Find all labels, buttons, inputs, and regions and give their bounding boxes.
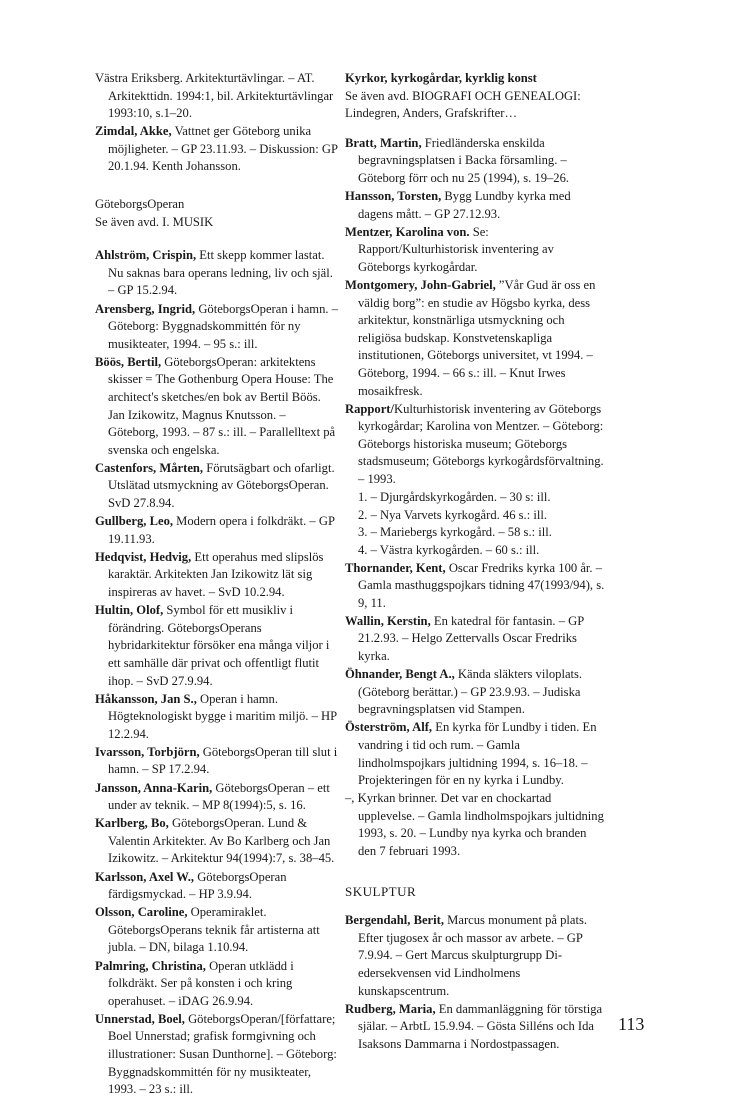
- entry-text: Modern opera i folkdräkt. – GP 19.11.93.: [108, 514, 335, 546]
- entry-author: Wallin, Kerstin,: [345, 613, 431, 628]
- entry-text: Se: Rapport/Kulturhistorisk inventering av Göteborgs kyrkogårdar.: [358, 224, 554, 274]
- entry-text: Operamiraklet. GöteborgsOperans teknik får artisterna att jubla. – DN, bilaga 1.10.94.: [108, 905, 320, 955]
- entry-author: Castenfors, Mårten,: [95, 460, 204, 475]
- entry: [345, 719, 607, 789]
- entry-author: Bratt, Martin,: [345, 135, 422, 150]
- entry-text: En dammanläggning för törstiga själar. – ArbtL 15.9.94. – Gösta Silléns och Ida Isaksons Dammarna i Nordostpassagen.: [358, 1001, 603, 1051]
- entry-text: Eriksberg. Arkitekturtävlingar. – AT. Arkitekttidn. 1994:1, bil. Arkitekturtävlingar 1993:10, s.1–20.: [108, 71, 334, 121]
- entry: [95, 513, 338, 548]
- entry: [345, 1001, 607, 1054]
- entry-author: Karlsson, Axel W.,: [95, 869, 195, 884]
- entry-author: Montgomery, John-Gabriel,: [345, 278, 496, 293]
- entry-text: GöteborgsOperan. Lund & Valentin Arkitekter. Av Bo Karlberg och Jan Izikowitz. – Arkitektur 94(1994):7, s. 38–45.: [108, 816, 335, 866]
- entry: [95, 958, 338, 1011]
- entry-text: Oscar Fredriks kyrka 100 år. – Gamla masthuggspojkars tidning 47(1993/94), s. 9, 11.: [358, 560, 605, 610]
- entry-author: –,: [345, 791, 355, 806]
- section-title: SKULPTUR: [345, 883, 417, 899]
- entry: [95, 780, 338, 815]
- section-heading: GöteborgsOperan: [95, 197, 185, 212]
- entry-text: Symbol för ett musikliv i förändring. GöteborgsOperans hybridarkitektur försöker ena många viljor i ett samhälle där privat och offentligt flutit ihop. – SvD 27.9.94.: [108, 603, 330, 688]
- entry: [95, 602, 338, 690]
- entry-author: Jansson, Anna-Karin,: [95, 780, 213, 795]
- entry-author: Böös, Bertil,: [95, 354, 162, 369]
- entry: [95, 869, 338, 904]
- page-number: 113: [618, 1014, 645, 1034]
- entry-text: ”Vår Gud är oss en väldig borg”: en studie av Högsbo kyrka, dess arkitektur, konstnärliga utsmyckning och religiösa budskap. Konstvetenskapliga institutionen, Göteborgs universitet, vt 1994. – Göteborg, 1994. – 66 s.: ill. – Knut Irwes mosaikfresk.: [358, 278, 596, 398]
- entry-author: Österström, Alf,: [345, 720, 433, 735]
- entry-text: Marcus monument på plats. Efter tjugosex år och massor av arbete. – GP 7.9.94. – Gert Marcus skulpturgrupp Di-edersekvensen vid Lindholmens kunskapscentrum.: [358, 913, 588, 998]
- entry: [95, 549, 338, 602]
- right-column: [345, 70, 607, 1054]
- entry: [95, 301, 338, 354]
- entry: [345, 135, 607, 188]
- entry-text: Ett operahus med slipslös karaktär. Arkitekten Jan Izikowitz lät sig inspireras av havet. – SvD 10.2.94.: [108, 549, 324, 600]
- entry: [345, 613, 607, 666]
- entry-author: Palmring, Christina,: [95, 958, 206, 973]
- entry: [345, 277, 607, 400]
- entry: [345, 790, 607, 860]
- entry-author: Thornander, Kent,: [345, 560, 446, 575]
- entry-text: GöteborgsOperan färdigsmyckad. – HP 3.9.94.: [108, 869, 287, 902]
- entry-author: Rapport/: [345, 401, 394, 416]
- entry-text: GöteborgsOperan: arkitektens skisser = The Gothenburg Opera House: The architect's sketches/en bok av Bertil Böös. Jan Izikowitz, Magnus Knutsson. – Göteborg, 1993. – 87 s.: ill. – Parallelltext på svenska och engelska.: [108, 354, 336, 457]
- entry-author: Gullberg, Leo,: [95, 514, 174, 529]
- entry: [95, 247, 338, 300]
- entry-text: GöteborgsOperan/[författare; Boel Unnerstad; grafisk formgivning och illustrationer: Susan Dunthorne]. – Göteborg: Byggnadskommittén för ny musikteater, 1993. – 23 s.: ill.: [108, 1011, 337, 1097]
- entry: [345, 401, 607, 489]
- entry-author: Öhnander, Bengt A.,: [345, 667, 455, 682]
- entry-text: Kyrkan brinner. Det var en chockartad upplevelse. – Gamla lindholmspojkars jultidning 1993, s. 20. – Lundby nya kyrka och branden den 7 februari 1993.: [357, 791, 604, 859]
- entry-author: Mentzer, Karolina von.: [345, 224, 470, 239]
- entry-text: GöteborgsOperan – ett under av teknik. – MP 8(1994):5, s. 16.: [108, 780, 330, 813]
- entry-author: Ahlström, Crispin,: [95, 248, 197, 263]
- entry-text: GöteborgsOperan till slut i hamn. – SP 17.2.94.: [108, 744, 338, 777]
- entry-author: Unnerstad, Boel,: [95, 1011, 185, 1026]
- entry-author: Bergendahl, Berit,: [345, 913, 444, 928]
- see-also: Se även avd. BIOGRAFI OCH GENEALOGI: Lindegren, Anders, Grafskrifter…: [345, 88, 581, 121]
- entry: [95, 744, 338, 779]
- rapport-parts: [345, 489, 607, 559]
- entry: [345, 912, 607, 1000]
- left-column: [95, 70, 338, 1099]
- entry: [345, 666, 607, 719]
- entry-author: Ivarsson, Torbjörn,: [95, 744, 200, 759]
- entry: [345, 188, 607, 223]
- entry-author: Zimdal, Akke,: [95, 124, 172, 139]
- entry-text: Friedländerska enskilda begravningsplatsen i Backa församling. – Göteborg förr och nu 25 (1994), s. 19–26.: [358, 135, 570, 185]
- entry-text: Kulturhistorisk inventering av Göteborgs kyrkogårdar; Karolina von Mentzer. – Göteborg: Göteborgs historiska museum; Göteborgs stadsmuseum; Göteborgs kyrkogårdsförvaltning. – 1993.: [358, 401, 604, 487]
- see-also: Se även avd. I. MUSIK: [95, 214, 214, 229]
- entry: [95, 460, 338, 513]
- entry: [95, 815, 338, 868]
- list-item: 3. – Mariebergs kyrkogård. – 58 s.: ill.: [358, 525, 552, 540]
- entry-text: Bygg Lundby kyrka med dagens mått. – GP 27.12.93.: [358, 189, 571, 221]
- entry: [345, 224, 607, 277]
- entry: [95, 904, 338, 957]
- entry-text: Operan i hamn. Högteknologiskt bygge i maritim miljö. – HP 12.2.94.: [108, 691, 337, 741]
- entry-author: Hansson, Torsten,: [345, 189, 442, 204]
- entry-text: En katedral för fantasin. – GP 21.2.93. – Helgo Zettervalls Oscar Fredriks kyrka.: [358, 613, 584, 663]
- entry-author: Håkansson, Jan S.,: [95, 691, 197, 706]
- entry: [95, 691, 338, 744]
- entry-text: Kända släkters viloplats. (Göteborg berättar.) – GP 23.9.93. – Judiska begravningsplatsen vid Stampen.: [358, 667, 583, 717]
- entry-text: Förutsägbart och ofarligt. Utslätad utsmyckning av GöteborgsOperan. SvD 27.8.94.: [108, 460, 335, 511]
- entry-text: GöteborgsOperan i hamn. – Göteborg: Byggnadskommittén för ny musikteater, 1994. – 95 s.: ill.: [108, 301, 338, 351]
- entry-author: Hultin, Olof,: [95, 603, 164, 618]
- entry-author: Olsson, Caroline,: [95, 905, 188, 920]
- list-item: 2. – Nya Varvets kyrkogård. 46 s.: ill.: [358, 507, 547, 522]
- entry-text: Ett skepp kommer lastat. Nu saknas bara operans ledning, liv och själ. – GP 15.2.94.: [108, 248, 333, 298]
- entry-text: Operan utklädd i folkdräkt. Ser på konsten i och kring operahuset. – iDAG 26.9.94.: [108, 958, 294, 1008]
- entry: [95, 70, 338, 123]
- entry-author: Västra: [95, 71, 128, 85]
- entry-text: Vattnet ger Göteborg unika möjligheter. – GP 23.11.93. – Diskussion: GP 20.1.94. Kenth Johansson.: [108, 124, 338, 174]
- entry-text: En kyrka för Lundby i tiden. En vandring i tid och rum. – Gamla lindholmspojkars jultidning 1994, s. 16–18. – Projekteringen för en ny kyrka i Lundby.: [358, 720, 597, 788]
- entry: [95, 123, 338, 176]
- entry: [95, 1011, 338, 1099]
- entry-author: Hedqvist, Hedvig,: [95, 549, 192, 564]
- entry-author: Arensberg, Ingrid,: [95, 301, 196, 316]
- section-heading: Kyrkor, kyrkogårdar, kyrklig konst: [345, 71, 537, 85]
- entry-author: Karlberg, Bo,: [95, 816, 169, 831]
- list-item: 4. – Västra kyrkogården. – 60 s.: ill.: [358, 542, 540, 557]
- entry: [345, 560, 607, 613]
- entry: [95, 354, 338, 460]
- entry-author: Rudberg, Maria,: [345, 1001, 436, 1016]
- list-item: 1. – Djurgårdskyrkogården. – 30 s: ill.: [358, 490, 551, 505]
